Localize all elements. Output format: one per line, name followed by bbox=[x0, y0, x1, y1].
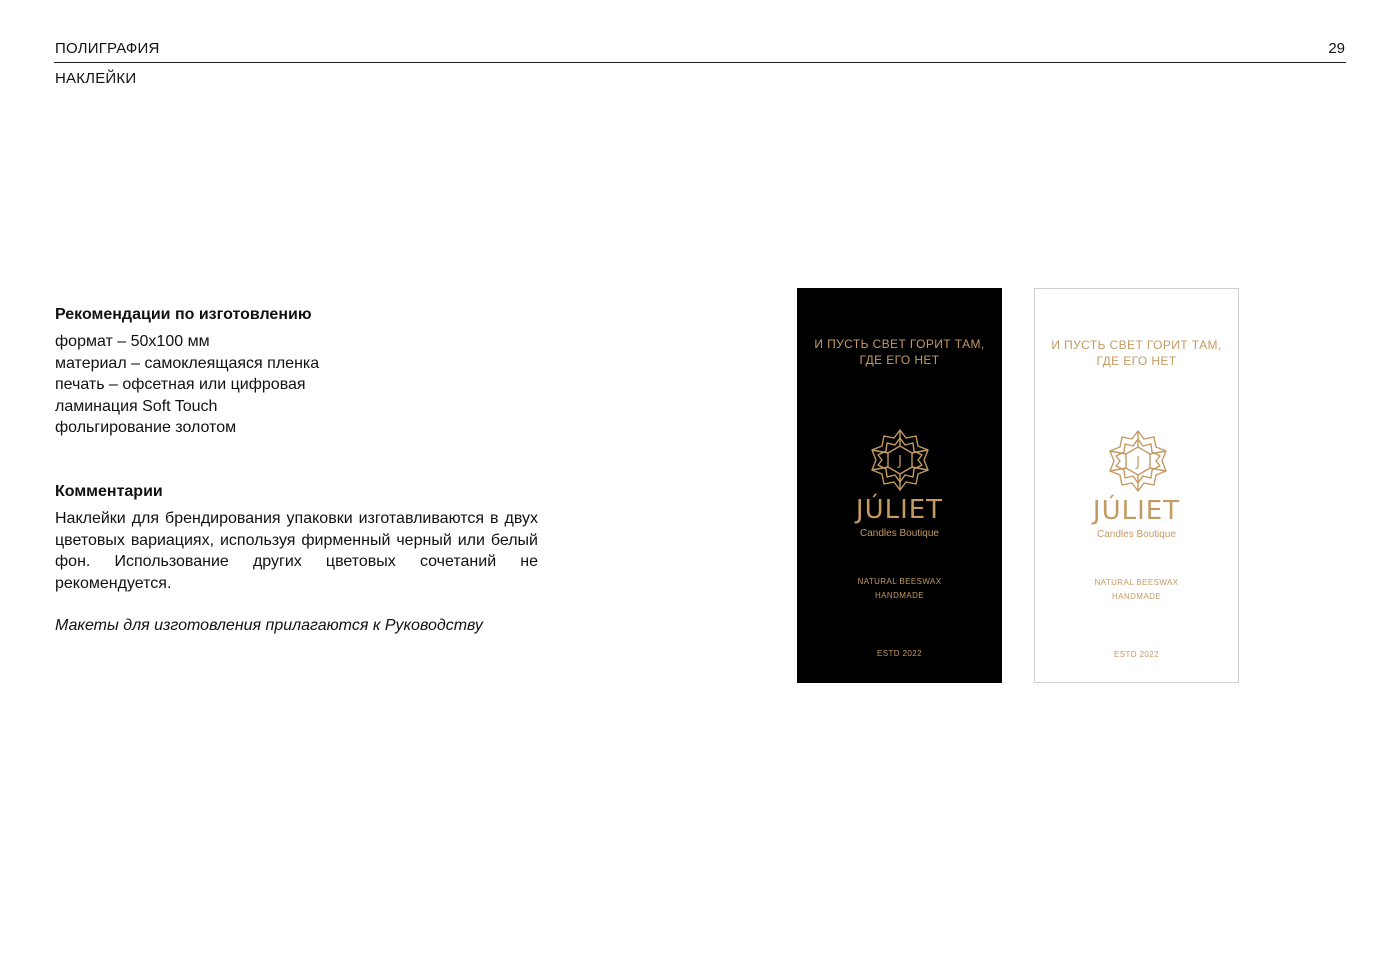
sticker-white bbox=[1034, 288, 1239, 683]
flower-emblem-icon bbox=[868, 428, 932, 492]
comments-text: Наклейки для брендирования упаковки изготавливаются в двух цветовых вариациях, используя фирменный черный или белый фон. Использование других цветовых сочетаний не рекомендуется. bbox=[55, 510, 538, 592]
comments-heading: Комментарии bbox=[55, 483, 163, 500]
sticker-black bbox=[797, 288, 1002, 683]
feature-handmade: HANDMADE bbox=[1112, 592, 1161, 601]
spec-foiling: фольгирование золотом bbox=[55, 419, 237, 436]
subsection-title: НАКЛЕЙКИ bbox=[55, 70, 137, 87]
brand-name: JÚLIET bbox=[855, 495, 944, 525]
comments-block bbox=[55, 483, 538, 637]
comments-note: Макеты для изготовления прилагаются к Руководству bbox=[55, 617, 483, 634]
sticker-tagline: И ПУСТЬ СВЕТ ГОРИТ ТАМ, ГДЕ ЕГО НЕТ bbox=[814, 337, 985, 367]
feature-beeswax: NATURAL BEESWAX bbox=[1094, 578, 1179, 587]
spec-format: формат – 50x100 мм bbox=[55, 333, 210, 350]
feature-beeswax: NATURAL BEESWAX bbox=[857, 577, 942, 586]
spec-lamination: ламинация Soft Touch bbox=[55, 397, 218, 415]
brand-subtitle: Candles Boutique bbox=[1097, 529, 1176, 540]
production-recommendations bbox=[55, 306, 545, 439]
flower-emblem-icon bbox=[1106, 429, 1170, 493]
page-number: 29 bbox=[1328, 40, 1345, 57]
section-title: ПОЛИГРАФИЯ bbox=[55, 40, 160, 57]
brand-name: JÚLIET bbox=[1092, 496, 1181, 526]
emblem-letter: J bbox=[1136, 455, 1140, 470]
sticker-tagline: И ПУСТЬ СВЕТ ГОРИТ ТАМ, ГДЕ ЕГО НЕТ bbox=[1051, 338, 1222, 368]
spec-printing: печать – офсетная или цифровая bbox=[55, 376, 306, 393]
established-year: ESTD 2022 bbox=[1114, 650, 1159, 659]
header-divider bbox=[54, 62, 1346, 63]
emblem-letter: J bbox=[898, 454, 902, 469]
brand-subtitle: Candles Boutique bbox=[860, 528, 939, 539]
recommendations-heading: Рекомендации по изготовлению bbox=[55, 306, 312, 323]
spec-material: материал – самоклеящаяся пленка bbox=[55, 354, 320, 372]
feature-handmade: HANDMADE bbox=[875, 591, 924, 600]
established-year: ESTD 2022 bbox=[877, 649, 922, 658]
